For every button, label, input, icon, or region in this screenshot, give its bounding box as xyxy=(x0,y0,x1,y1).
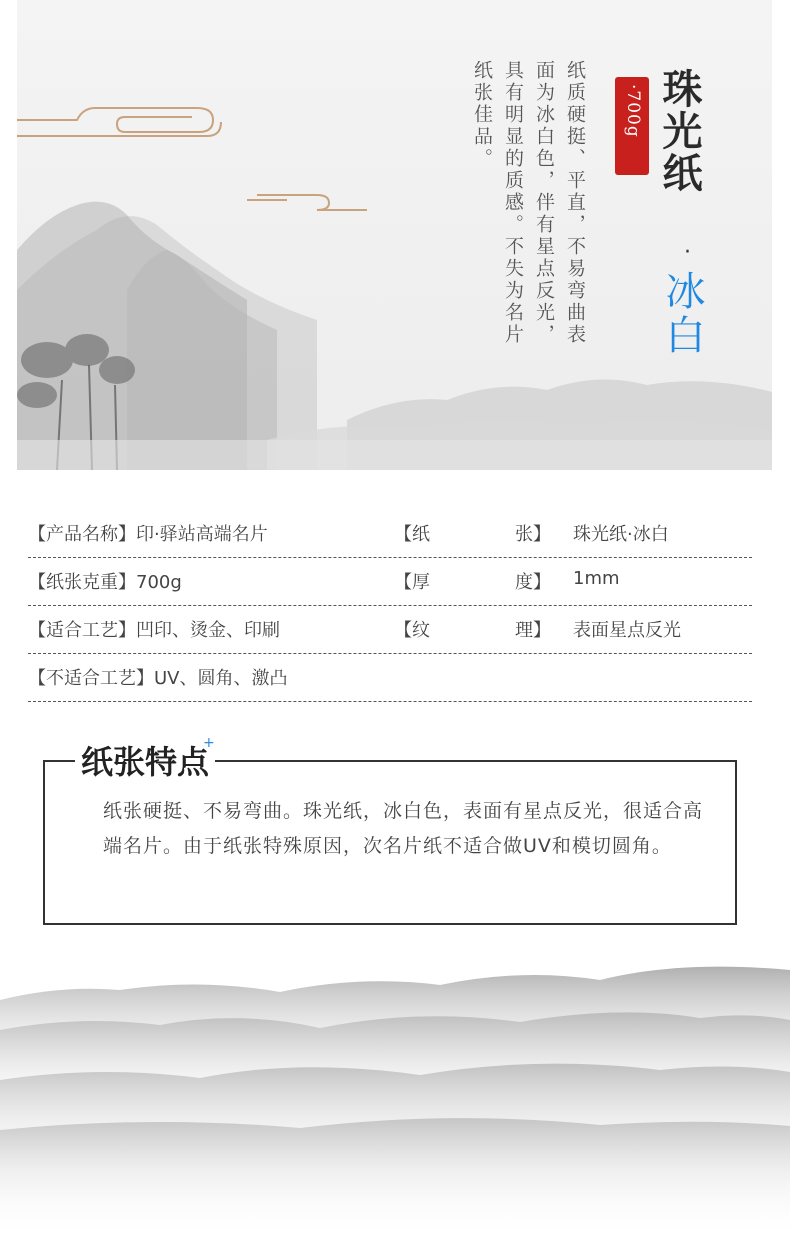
spec-right-label: 【纹 xyxy=(394,620,430,641)
spec-row xyxy=(28,606,752,654)
spec-left: 【产品名称】印·驿站高端名片 xyxy=(28,524,268,545)
spec-right-label-end: 张】 xyxy=(515,524,551,545)
spec-left: 【适合工艺】凹印、烫金、印刷 xyxy=(28,620,280,641)
spec-left: 【纸张克重】700g xyxy=(28,572,182,593)
feature-box xyxy=(43,743,737,925)
title-separator: · xyxy=(675,240,700,265)
feature-description: 纸张硬挺、不易弯曲。珠光纸，冰白色，表面有星点反光，很适合高端名片。由于纸张特殊原因，次名片纸不适合做UV和模切圆角。 xyxy=(103,800,704,857)
spec-row xyxy=(28,510,752,558)
bottom-mountain-illustration xyxy=(0,930,790,1240)
spec-right-label: 【纸 xyxy=(394,524,430,545)
spec-row xyxy=(28,654,752,702)
weight-seal-text: ·700g xyxy=(623,84,643,138)
spec-row xyxy=(28,558,752,606)
product-title: 珠光纸 xyxy=(656,68,703,194)
hero-banner xyxy=(17,0,772,470)
spec-right-label-end: 度】 xyxy=(515,572,551,593)
spec-right-value: 珠光纸·冰白 xyxy=(573,524,669,545)
spec-table xyxy=(28,510,752,702)
spec-left: 【不适合工艺】UV、圆角、激凸 xyxy=(28,668,288,689)
spec-right-value: 1mm xyxy=(573,568,620,589)
plus-icon: + xyxy=(203,735,215,751)
spec-right-label-end: 理】 xyxy=(515,620,551,641)
spec-right-label: 【厚 xyxy=(394,572,430,593)
spec-right-value: 表面星点反光 xyxy=(573,620,681,641)
color-name: 冰白 xyxy=(659,270,705,358)
feature-heading: 纸张特点 xyxy=(75,740,215,784)
product-intro: 纸质硬挺、平直，不易弯曲表面为冰白色，伴有星点反光，具有明显的质感。不失为名片纸张佳品。 xyxy=(471,60,586,346)
